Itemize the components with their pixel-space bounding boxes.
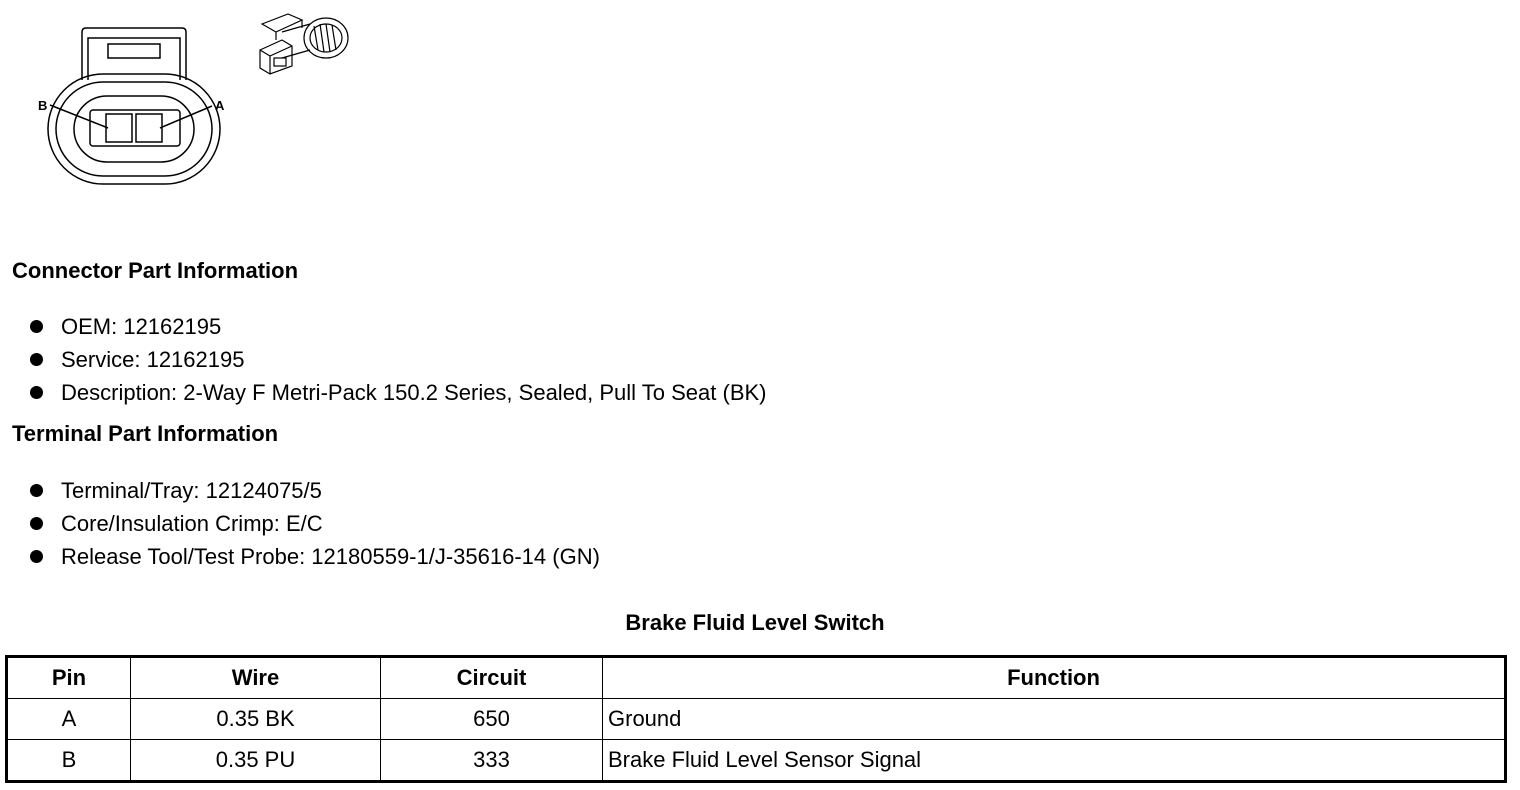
connector-part-info-list [30,310,767,409]
cell-circuit: 333 [381,740,603,782]
connector-body-inner [74,96,194,162]
connector-part-info-heading: Connector Part Information [12,258,299,283]
connector-description: Description: 2-Way F Metri-Pack 150.2 Series, Sealed, Pull To Seat (BK) [61,380,767,405]
connector-latch [82,28,186,80]
pin-label-a: A [215,98,225,113]
service-number: Service: 12162195 [61,347,245,372]
cell-function: Ground [603,699,1506,740]
oem-number: OEM: 12162195 [61,314,222,339]
connector-face-drawing [30,22,240,192]
column-header-wire: Wire [131,657,381,699]
bullet-icon [30,550,43,563]
table-row [7,699,1506,740]
list-item [30,343,767,376]
cell-wire: 0.35 PU [131,740,381,782]
table-row [7,740,1506,782]
list-item [30,474,600,507]
bullet-icon [30,320,43,333]
cell-wire: 0.35 BK [131,699,381,740]
cell-pin: A [7,699,131,740]
column-header-pin: Pin [7,657,131,699]
bullet-icon [30,353,43,366]
list-item [30,376,767,409]
table-title: Brake Fluid Level Switch [625,610,885,635]
list-item [30,507,600,540]
table-header-row [7,657,1506,699]
bullet-icon [30,386,43,399]
connector-latch-slot [108,44,160,58]
pinout-table [5,655,1507,783]
list-item [30,540,600,573]
pin-label-b: B [38,98,48,113]
column-header-circuit: Circuit [381,657,603,699]
cavity-outline [90,110,180,146]
bullet-icon [30,484,43,497]
terminal-part-info-heading: Terminal Part Information [12,421,279,446]
cavity-b [106,114,132,142]
release-tool-test-probe: Release Tool/Test Probe: 12180559-1/J-35616-14 (GN) [61,544,600,569]
column-header-function: Function [603,657,1506,699]
list-item [30,310,767,343]
bullet-icon [30,517,43,530]
leader-line-b [50,105,108,128]
cell-circuit: 650 [381,699,603,740]
cell-function: Brake Fluid Level Sensor Signal [603,740,1506,782]
core-insulation-crimp: Core/Insulation Crimp: E/C [61,511,323,536]
cell-pin: B [7,740,131,782]
terminal-tray: Terminal/Tray: 12124075/5 [61,478,322,503]
connector-3d-drawing [252,10,356,76]
cavity-a [136,114,162,142]
terminal-part-info-list [30,474,600,573]
